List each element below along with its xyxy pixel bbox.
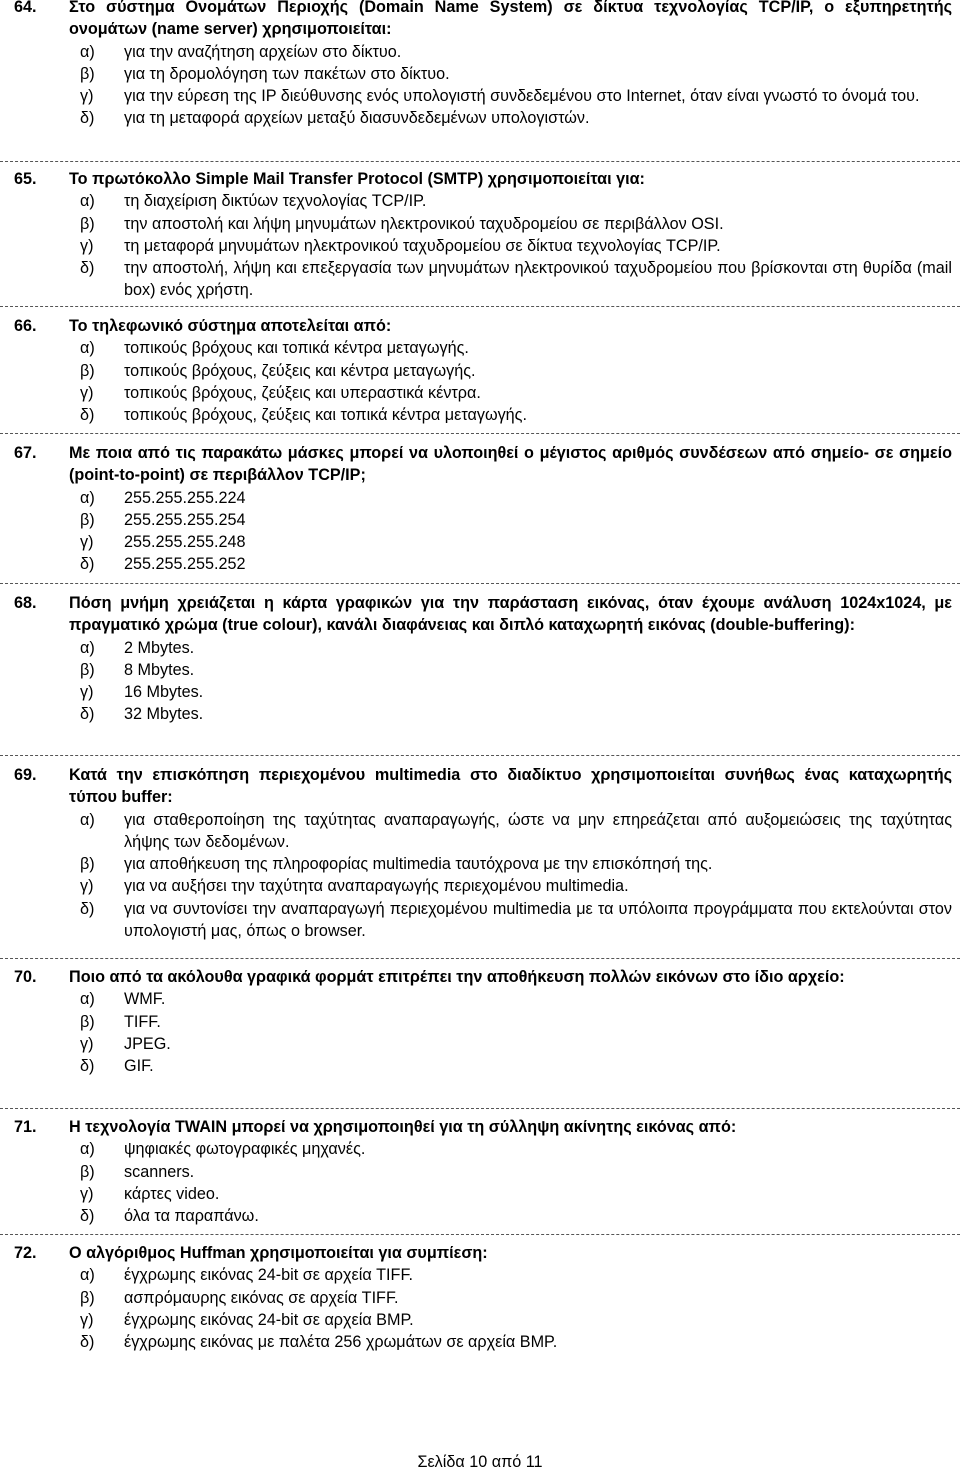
option-text: 8 Mbytes.: [124, 660, 195, 679]
option-c: [14, 681, 952, 703]
option-c: [14, 1309, 952, 1331]
option-d: [14, 1205, 952, 1227]
option-d: [14, 553, 952, 575]
question-separator: [0, 306, 960, 307]
option-letter: β): [80, 64, 95, 83]
option-text: 255.255.255.254: [124, 510, 246, 529]
option-letter: β): [80, 660, 95, 679]
question-number: 65.: [14, 170, 37, 188]
option-text: 32 Mbytes.: [124, 705, 204, 724]
question-number: 70.: [14, 968, 37, 986]
question-number: 68.: [14, 594, 37, 612]
option-text: για την εύρεση της IP διεύθυνσης ενός υπολογιστή συνδεδεμένου στο Internet, όταν είναι γνωστό το όνομά του.: [124, 87, 920, 106]
option-letter: δ): [80, 705, 95, 724]
option-text: 255.255.255.252: [124, 555, 246, 574]
option-text: για σταθεροποίηση της ταχύτητας αναπαραγωγής, ώστε να μην επηρεάζεται από αυξομειώσεις της ταχύτητας λήψης των δεδομένων.: [124, 810, 952, 851]
option-letter: δ): [80, 1057, 95, 1076]
question-number: 66.: [14, 317, 37, 335]
option-text: JPEG.: [124, 1034, 171, 1053]
question-text: Το τηλεφωνικό σύστημα αποτελείται από:: [69, 317, 392, 335]
option-d: [14, 703, 952, 725]
option-letter: β): [80, 510, 95, 529]
option-letter: δ): [80, 1333, 95, 1352]
question-68: [14, 592, 952, 726]
option-text: 2 Mbytes.: [124, 638, 195, 657]
question-66: [14, 315, 952, 426]
option-text: τοπικούς βρόχους, ζεύξεις και κέντρα μεταγωγής.: [124, 361, 476, 380]
option-letter: γ): [80, 383, 94, 402]
option-text: 16 Mbytes.: [124, 683, 204, 702]
option-letter: γ): [80, 683, 94, 702]
option-b: [14, 1161, 952, 1183]
option-letter: δ): [80, 1207, 95, 1226]
option-letter: α): [80, 42, 95, 61]
question-67: [14, 442, 952, 576]
option-b: [14, 659, 952, 681]
option-b: [14, 509, 952, 531]
option-c: [14, 1033, 952, 1055]
question-text: Ο αλγόριθμος Huffman χρησιμοποιείται για συμπίεση:: [69, 1244, 488, 1262]
option-text: για τη μεταφορά αρχείων μεταξύ διασυνδεδεμένων υπολογιστών.: [124, 109, 590, 128]
option-text: την αποστολή και λήψη μηνυμάτων ηλεκτρονικού ταχυδρομείου σε περιβάλλον OSI.: [124, 214, 724, 233]
question-separator: [0, 161, 960, 162]
option-text: την αποστολή, λήψη και επεξεργασία των μηνυμάτων ηλεκτρονικού ταχυδρομείου που βρίσκονται στη θυρίδα (mail box) ενός χρήστη.: [124, 259, 952, 300]
option-text: ψηφιακές φωτογραφικές μηχανές.: [124, 1140, 366, 1159]
option-d: [14, 107, 952, 129]
option-letter: α): [80, 339, 95, 358]
option-c: [14, 875, 952, 897]
option-c: [14, 382, 952, 404]
option-letter: α): [80, 488, 95, 507]
option-text: για την αναζήτηση αρχείων στο δίκτυο.: [124, 42, 402, 61]
question-separator: [0, 1108, 960, 1109]
option-a: [14, 809, 952, 854]
option-text: έγχρωμης εικόνας με παλέτα 256 χρωμάτων σε αρχεία BMP.: [124, 1333, 558, 1352]
option-letter: β): [80, 1162, 95, 1181]
question-text: Με ποια από τις παρακάτω μάσκες μπορεί να υλοποιηθεί ο μέγιστος αριθμός συνδέσεων από σημείο- σε σημείο (point-to-point) σε περιβάλλον TCP/IP;: [69, 444, 952, 485]
option-a: [14, 190, 952, 212]
question-69: [14, 764, 952, 942]
option-text: τοπικούς βρόχους και τοπικά κέντρα μεταγωγής.: [124, 339, 469, 358]
option-b: [14, 1287, 952, 1309]
option-letter: δ): [80, 899, 95, 918]
option-b: [14, 1011, 952, 1033]
option-text: τη μεταφορά μηνυμάτων ηλεκτρονικού ταχυδρομείου σε δίκτυα τεχνολογίας TCP/IP.: [124, 236, 721, 255]
question-number: 67.: [14, 444, 37, 462]
option-letter: α): [80, 1266, 95, 1285]
question-71: [14, 1116, 952, 1227]
option-letter: δ): [80, 406, 95, 425]
option-c: [14, 1183, 952, 1205]
question-separator: [0, 1234, 960, 1235]
option-letter: β): [80, 855, 95, 874]
question-text: Ποιο από τα ακόλουθα γραφικά φορμάτ επιτρέπει την αποθήκευση πολλών εικόνων στο ίδιο αρχείο:: [69, 968, 845, 986]
question-text: Πόση μνήμη χρειάζεται η κάρτα γραφικών για την παράσταση εικόνας, όταν έχουμε ανάλυση 1024x1024, με πραγματικό χρώμα (true colour), κανάλι διαφάνειας και διπλό καταχωρητή εικόνας (double-buffering):: [69, 594, 952, 635]
option-letter: α): [80, 810, 95, 829]
question-72: [14, 1242, 952, 1353]
option-a: [14, 1264, 952, 1286]
option-letter: γ): [80, 1310, 94, 1329]
option-c: [14, 531, 952, 553]
option-d: [14, 404, 952, 426]
option-text: ασπρόμαυρης εικόνας σε αρχεία TIFF.: [124, 1288, 399, 1307]
option-text: κάρτες video.: [124, 1184, 220, 1203]
question-65: [14, 168, 952, 302]
option-letter: β): [80, 361, 95, 380]
option-letter: β): [80, 214, 95, 233]
question-separator: [0, 583, 960, 584]
option-a: [14, 41, 952, 63]
option-text: WMF.: [124, 990, 166, 1009]
option-text: για αποθήκευση της πληροφορίας multimedia ταυτόχρονα με την επισκόπησή της.: [124, 855, 713, 874]
option-text: τοπικούς βρόχους, ζεύξεις και τοπικά κέντρα μεταγωγής.: [124, 406, 527, 425]
option-letter: α): [80, 1140, 95, 1159]
option-text: για να αυξήσει την ταχύτητα αναπαραγωγής περιεχομένου multimedia.: [124, 877, 629, 896]
option-letter: γ): [80, 533, 94, 552]
option-c: [14, 235, 952, 257]
option-c: [14, 85, 952, 107]
option-letter: δ): [80, 259, 95, 278]
option-text: για τη δρομολόγηση των πακέτων στο δίκτυο.: [124, 64, 450, 83]
option-b: [14, 213, 952, 235]
question-text: Η τεχνολογία TWAIN μπορεί να χρησιμοποιηθεί για τη σύλληψη ακίνητης εικόνας από:: [69, 1118, 737, 1136]
question-separator: [0, 433, 960, 434]
option-d: [14, 1055, 952, 1077]
option-letter: α): [80, 192, 95, 211]
question-70: [14, 966, 952, 1077]
option-a: [14, 1138, 952, 1160]
question-number: 72.: [14, 1244, 37, 1262]
option-text: έγχρωμης εικόνας 24-bit σε αρχεία TIFF.: [124, 1266, 414, 1285]
option-text: έγχρωμης εικόνας 24-bit σε αρχεία BMP.: [124, 1310, 414, 1329]
option-text: TIFF.: [124, 1012, 161, 1031]
option-text: 255.255.255.224: [124, 488, 246, 507]
option-b: [14, 360, 952, 382]
option-letter: α): [80, 990, 95, 1009]
option-letter: γ): [80, 1034, 94, 1053]
option-letter: γ): [80, 87, 94, 106]
option-a: [14, 487, 952, 509]
question-number: 64.: [14, 0, 37, 16]
option-letter: α): [80, 638, 95, 657]
question-separator: [0, 755, 960, 756]
option-text: τη διαχείριση δικτύων τεχνολογίας TCP/IP.: [124, 192, 427, 211]
question-number: 69.: [14, 766, 37, 784]
option-text: όλα τα παραπάνω.: [124, 1207, 259, 1226]
option-d: [14, 898, 952, 943]
option-text: τοπικούς βρόχους, ζεύξεις και υπεραστικά κέντρα.: [124, 383, 481, 402]
option-text: GIF.: [124, 1057, 154, 1076]
option-a: [14, 337, 952, 359]
option-letter: δ): [80, 555, 95, 574]
page-footer: Σελίδα 10 από 11: [417, 1453, 543, 1471]
option-text: 255.255.255.248: [124, 533, 246, 552]
question-64: [14, 0, 952, 130]
question-number: 71.: [14, 1118, 37, 1136]
question-text: Στο σύστημα Ονομάτων Περιοχής (Domain Name System) σε δίκτυα τεχνολογίας TCP/IP, ο εξυπηρετητής ονομάτων (name server) χρησιμοποιείται:: [69, 0, 952, 39]
option-b: [14, 63, 952, 85]
option-b: [14, 853, 952, 875]
option-letter: γ): [80, 236, 94, 255]
option-text: scanners.: [124, 1162, 195, 1181]
question-text: Το πρωτόκολλο Simple Mail Transfer Protocol (SMTP) χρησιμοποιείται για:: [69, 170, 645, 188]
option-letter: β): [80, 1012, 95, 1031]
option-letter: β): [80, 1288, 95, 1307]
option-a: [14, 988, 952, 1010]
option-letter: γ): [80, 1184, 94, 1203]
option-letter: γ): [80, 877, 94, 896]
option-text: για να συντονίσει την αναπαραγωγή περιεχομένου multimedia με τα υπόλοιπα προγράμματα που εκτελούνται στον υπολογιστή μας, όπως ο browser.: [124, 899, 952, 941]
question-text: Κατά την επισκόπηση περιεχομένου multimedia στο διαδίκτυο χρησιμοποιείται συνήθως ένας καταχωρητής τύπου buffer:: [69, 766, 952, 807]
option-letter: δ): [80, 109, 95, 128]
option-d: [14, 257, 952, 302]
option-d: [14, 1331, 952, 1353]
option-a: [14, 637, 952, 659]
question-separator: [0, 958, 960, 959]
